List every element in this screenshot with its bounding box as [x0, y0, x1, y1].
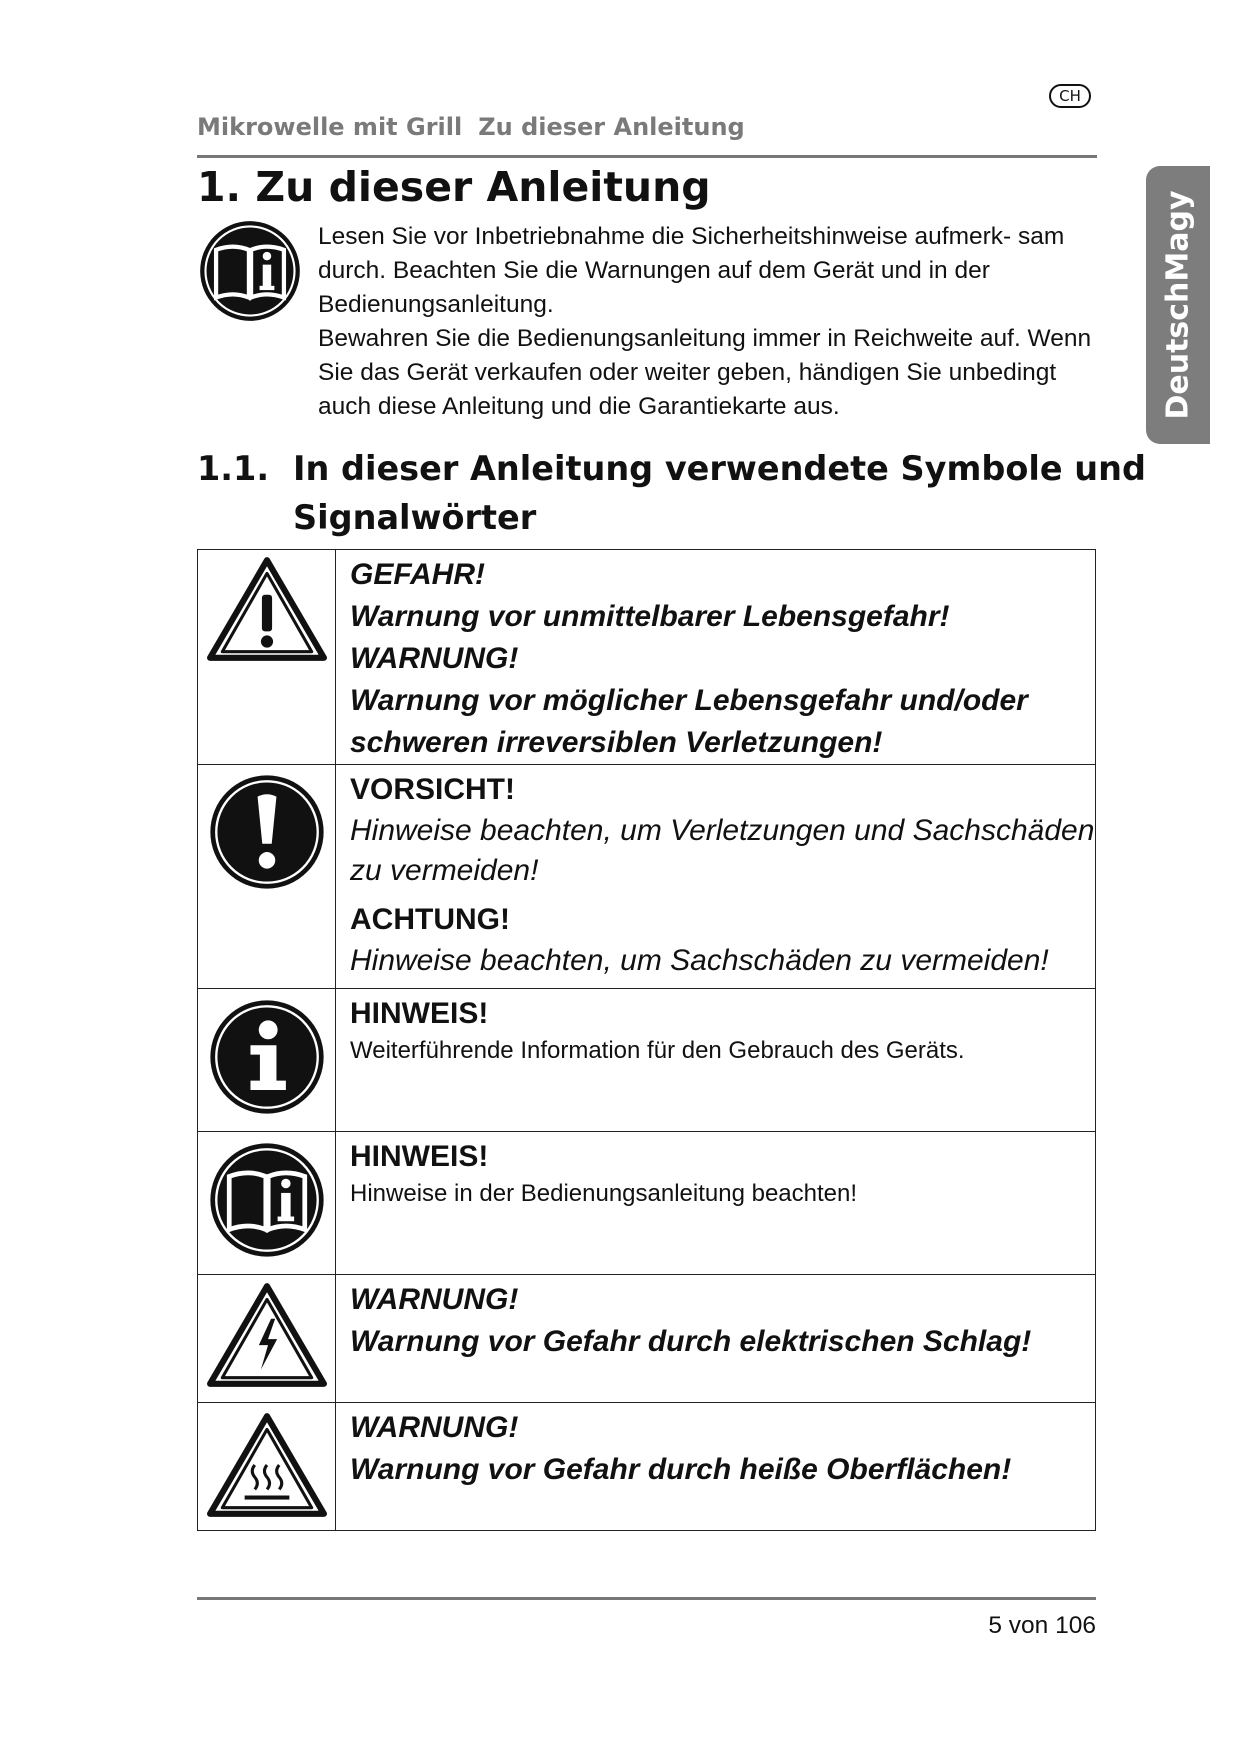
text-cell: [336, 1275, 1096, 1403]
table-row: [198, 1403, 1096, 1531]
running-header: [197, 113, 1097, 141]
read-manual-icon: [208, 1141, 326, 1259]
section-1-title: Zu dieser Anleitung: [255, 163, 711, 211]
text-cell: [336, 1403, 1096, 1531]
signal-word: GEFAHR!: [350, 558, 485, 591]
header-rule: [197, 155, 1097, 158]
country-code-badge: CH: [1049, 84, 1091, 108]
signal-word: VORSICHT!: [350, 773, 515, 806]
signal-description: Warnung vor Gefahr durch elektrischen Schlag!: [350, 1325, 1032, 1358]
table-row: [198, 550, 1096, 765]
footer-rule: [197, 1597, 1096, 1600]
signal-description: Hinweise beachten, um Verletzungen und Sachschäden zu vermeiden!: [350, 814, 1095, 887]
signal-description: Weiterführende Information für den Gebrauch des Geräts.: [350, 1037, 965, 1064]
signal-word: WARNUNG!: [350, 1411, 519, 1444]
icon-cell: [198, 1275, 336, 1403]
icon-cell: [198, 765, 336, 989]
language-tab[interactable]: [1146, 166, 1210, 444]
icon-cell: [198, 989, 336, 1132]
icon-cell: [198, 550, 336, 765]
section-1-body: [318, 220, 1108, 424]
text-cell: [336, 550, 1096, 765]
section-1-1-heading: [197, 444, 1146, 542]
section-1-heading: [197, 163, 711, 211]
signal-word: ACHTUNG!: [350, 903, 510, 936]
signal-description: Warnung vor Gefahr durch heiße Oberflächen!: [350, 1453, 1012, 1486]
signal-description: Hinweise beachten, um Sachschäden zu vermeiden!: [350, 944, 1049, 977]
table-row: [198, 1132, 1096, 1275]
running-header-product: Mikrowelle mit Grill: [197, 113, 463, 141]
running-header-section: Zu dieser Anleitung: [478, 113, 745, 141]
hot-surface-triangle-icon: [206, 1412, 328, 1518]
exclamation-circle-icon: [208, 773, 326, 891]
section-1-1-title-line2: Signalwörter: [293, 498, 537, 537]
text-cell: [336, 989, 1096, 1132]
page-number: 5 von 106: [988, 1612, 1096, 1639]
signal-word: HINWEIS!: [350, 1140, 489, 1173]
signal-description: Warnung vor möglicher Lebensgefahr und/oder schweren irreversiblen Verletzungen!: [350, 684, 1028, 759]
language-tab-label: DeutschMagy: [1160, 190, 1196, 420]
signal-description: Warnung vor unmittelbarer Lebensgefahr!: [350, 600, 950, 633]
icon-cell: [198, 1132, 336, 1275]
signal-word: WARNUNG!: [350, 642, 519, 675]
text-cell: [336, 1132, 1096, 1275]
section-1-1-number: 1.1.: [197, 449, 270, 488]
section-1-1-title-line1: In dieser Anleitung verwendete Symbole und: [293, 449, 1146, 488]
signal-word: HINWEIS!: [350, 997, 489, 1030]
symbols-table: [197, 549, 1096, 1531]
table-row: [198, 1275, 1096, 1403]
table-row: [198, 989, 1096, 1132]
electric-shock-triangle-icon: [206, 1282, 328, 1388]
section-1-number: 1.: [197, 163, 242, 211]
read-manual-icon: [197, 218, 303, 324]
signal-description: Hinweise in der Bedienungsanleitung beachten!: [350, 1180, 858, 1207]
text-cell: [336, 765, 1096, 989]
info-circle-icon: [208, 998, 326, 1116]
section-1-paragraph: Bewahren Sie die Bedienungsanleitung immer in Reichweite auf. Wenn Sie das Gerät verkaufen oder weiter geben, händigen Sie unbedingt auch diese Anleitung und die Garantiekarte aus.: [318, 325, 1092, 420]
warning-triangle-icon: [206, 556, 328, 662]
icon-cell: [198, 1403, 336, 1531]
signal-word: WARNUNG!: [350, 1283, 519, 1316]
section-1-paragraph: Lesen Sie vor Inbetriebnahme die Sicherheitshinweise aufmerk- sam durch. Beachten Sie die Warnungen auf dem Gerät und in der Bedienungsanleitung.: [318, 223, 1065, 318]
table-row: [198, 765, 1096, 989]
